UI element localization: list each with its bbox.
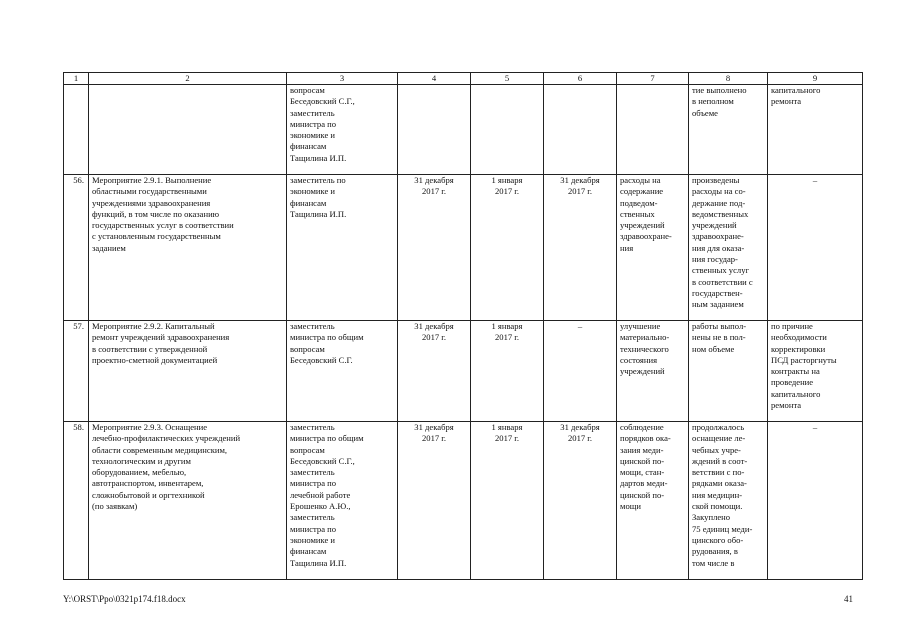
actual-end-cell: 31 декабря 2017 г. [544, 422, 617, 580]
achieved-result-cell: продолжалось оснащение ле- чебных учре- ждений в соот- ветствии с по- рядками оказа- ния медицин- ской помощи. Закуплено 75 единиц меди- цинского обо- рудования, в том числе в [689, 422, 768, 580]
col-header-8: 8 [689, 73, 768, 85]
event-cell: Мероприятие 2.9.1. Выполнение областными государственными учреждениями здравоохранения функций, в том числе по оказанию государственных услуг в соответствии с установленным государственным заданием [89, 175, 287, 321]
responsible-cell: заместитель министра по общим вопросам Беседовский С.Г., заместитель министра по лечебной работе Ерошенко А.Ю., заместитель министра по экономике и финансам Тащилина И.П. [287, 422, 398, 580]
row-number: 56. [64, 175, 89, 321]
actual-end-cell [544, 85, 617, 175]
col-header-6: 6 [544, 73, 617, 85]
row-number [64, 85, 89, 175]
actual-end-cell: – [544, 321, 617, 422]
expected-result-cell: расходы на содержание подведом- ственных учреждений здравоохране- ния [617, 175, 689, 321]
actual-start-cell: 1 января 2017 г. [471, 321, 544, 422]
col-header-5: 5 [471, 73, 544, 85]
event-cell: Мероприятие 2.9.2. Капитальный ремонт учреждений здравоохранения в соответствии с утвержденной проектно-сметной документацией [89, 321, 287, 422]
col-header-9: 9 [768, 73, 863, 85]
problems-cell: капитального ремонта [768, 85, 863, 175]
expected-result-cell [617, 85, 689, 175]
file-path: Y:\ORST\Ppo\0321p174.f18.docx [63, 594, 186, 604]
table-row [64, 175, 863, 321]
column-number-row [64, 73, 863, 85]
responsible-cell: заместитель по экономике и финансам Тащилина И.П. [287, 175, 398, 321]
table-row [64, 85, 863, 175]
plan-end-cell: 31 декабря 2017 г. [398, 175, 471, 321]
page-number: 41 [844, 594, 853, 604]
col-header-7: 7 [617, 73, 689, 85]
actual-start-cell: 1 января 2017 г. [471, 175, 544, 321]
actual-end-cell: 31 декабря 2017 г. [544, 175, 617, 321]
col-header-2: 2 [89, 73, 287, 85]
achieved-result-cell: произведены расходы на со- держание под- ведомственных учреждений здравоохране- ния для оказа- ния государ- ственных услуг в соответствии с государствен- ным заданием [689, 175, 768, 321]
responsible-cell: вопросам Беседовский С.Г., заместитель министра по экономике и финансам Тащилина И.П. [287, 85, 398, 175]
table-row [64, 422, 863, 580]
plan-end-cell [398, 85, 471, 175]
actual-start-cell [471, 85, 544, 175]
problems-cell: по причине необходимости корректировки ПСД расторгнуты контракты на проведение капитального ремонта [768, 321, 863, 422]
actual-start-cell: 1 января 2017 г. [471, 422, 544, 580]
achieved-result-cell: работы выпол- нены не в пол- ном объеме [689, 321, 768, 422]
expected-result-cell: улучшение материально- технического состояния учреждений [617, 321, 689, 422]
achieved-result-cell: тие выполнено в неполном объеме [689, 85, 768, 175]
responsible-cell: заместитель министра по общим вопросам Беседовский С.Г. [287, 321, 398, 422]
row-number: 58. [64, 422, 89, 580]
event-cell [89, 85, 287, 175]
table-row [64, 321, 863, 422]
expected-result-cell: соблюдение порядков ока- зания меди- цинской по- мощи, стан- дартов меди- цинской по- мощи [617, 422, 689, 580]
plan-end-cell: 31 декабря 2017 г. [398, 321, 471, 422]
col-header-4: 4 [398, 73, 471, 85]
problems-cell: – [768, 175, 863, 321]
problems-cell: – [768, 422, 863, 580]
report-table [63, 72, 863, 580]
row-number: 57. [64, 321, 89, 422]
event-cell: Мероприятие 2.9.3. Оснащение лечебно-профилактических учреждений области современным медицинским, технологическим и другим оборудованием, мебелью, автотранспортом, инвентарем, сложнобытовой и оргтехникой (по заявкам) [89, 422, 287, 580]
col-header-3: 3 [287, 73, 398, 85]
plan-end-cell: 31 декабря 2017 г. [398, 422, 471, 580]
col-header-1: 1 [64, 73, 89, 85]
